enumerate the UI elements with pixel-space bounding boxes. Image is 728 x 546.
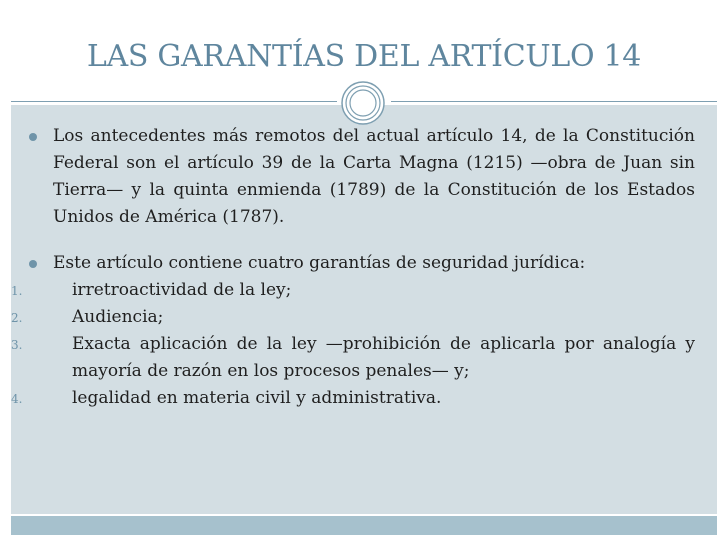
bottom-bar [11,516,717,535]
list-item-text: legalidad en materia civil y administrativa. [72,388,442,408]
list-item-text: Exacta aplicación de la ley —prohibición de aplicarla por analogía y mayoría de razón en los procesos penales— y; [72,334,695,381]
list-item [11,331,717,385]
round-bullet-icon [29,260,37,268]
list-item-text: irretroactividad de la ley; [72,280,292,300]
list-item-number: 2. [11,311,23,325]
list-item [11,385,717,412]
paragraph-garantias [11,250,717,277]
slide-title: LAS GARANTÍAS DEL ARTÍCULO 14 [86,39,642,74]
list-item [11,304,717,331]
list-item-number: 1. [11,284,23,298]
list-item-number: 3. [11,338,23,352]
divider-line-left [11,101,337,102]
paragraph-text: Los antecedentes más remotos del actual artículo 14, de la Constitución Federal son el artículo 39 de la Carta Magna (1215) —obra de Juan sin Tierra— y la quinta enmienda (1789) de la Constitución de los Estados Unidos de América (1787). [53,126,695,227]
slide-frame [11,11,717,535]
list-item [11,277,717,304]
divider-line-right [391,101,717,102]
slide-content [11,123,717,412]
list-item-number: 4. [11,392,23,406]
list-item-text: Audiencia; [72,307,164,327]
paragraph-text: Este artículo contiene cuatro garantías de seguridad jurídica: [53,253,586,273]
paragraph-antecedentes [11,123,717,231]
double-circle-ornament-icon [340,80,386,126]
round-bullet-icon [29,133,37,141]
numbered-list [11,277,717,412]
